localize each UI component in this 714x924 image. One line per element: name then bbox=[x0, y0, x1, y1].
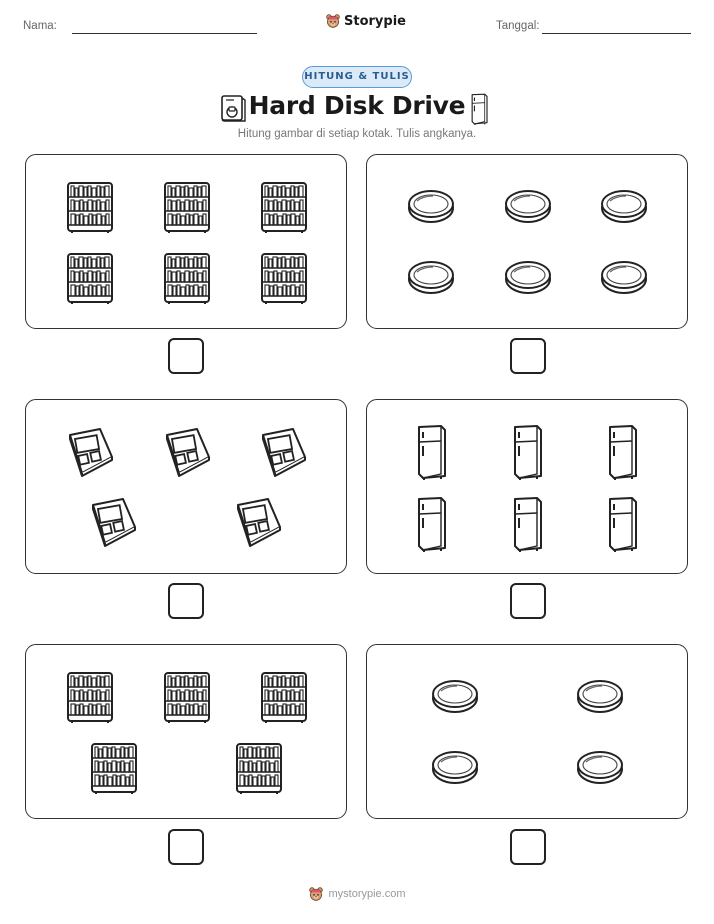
bear-logo-icon bbox=[325, 13, 341, 29]
disc-icon bbox=[600, 259, 648, 295]
refrigerator-icon bbox=[602, 496, 642, 552]
bookshelf-icon bbox=[260, 181, 308, 233]
bookshelf-icon bbox=[163, 252, 211, 304]
answer-box[interactable] bbox=[168, 829, 204, 865]
book-icon bbox=[163, 427, 213, 477]
bookshelf-icon bbox=[163, 181, 211, 233]
bookshelf-icon bbox=[235, 742, 283, 794]
date-line bbox=[542, 33, 691, 34]
bookshelf-icon bbox=[90, 742, 138, 794]
answer-box[interactable] bbox=[168, 338, 204, 374]
refrigerator-icon bbox=[602, 424, 642, 480]
category-badge: HITUNG & TULIS bbox=[302, 66, 412, 88]
bookshelf-icon bbox=[66, 671, 114, 723]
instruction-text: Hitung gambar di setiap kotak. Tulis angkanya. bbox=[237, 128, 477, 140]
disc-icon bbox=[431, 749, 479, 785]
count-box-discs bbox=[366, 154, 688, 329]
disc-icon bbox=[576, 749, 624, 785]
book-icon bbox=[234, 497, 284, 547]
name-label: Nama: bbox=[23, 20, 57, 32]
name-line bbox=[72, 33, 257, 34]
disc-icon bbox=[407, 188, 455, 224]
answer-box[interactable] bbox=[510, 583, 546, 619]
bookshelf-icon bbox=[66, 252, 114, 304]
bookshelf-icon bbox=[163, 671, 211, 723]
disc-icon bbox=[431, 678, 479, 714]
bookshelf-icon bbox=[66, 181, 114, 233]
worksheet-header bbox=[0, 0, 714, 50]
count-box-bookshelves bbox=[25, 644, 347, 819]
page-title: Hard Disk Drive bbox=[248, 91, 466, 120]
bookshelf-icon bbox=[260, 671, 308, 723]
refrigerator-icon bbox=[411, 424, 451, 480]
disc-icon bbox=[504, 259, 552, 295]
answer-box[interactable] bbox=[510, 338, 546, 374]
footer bbox=[0, 886, 714, 902]
book-icon bbox=[89, 497, 139, 547]
count-box-bookshelves bbox=[25, 154, 347, 329]
refrigerator-icon bbox=[507, 424, 547, 480]
answer-box[interactable] bbox=[510, 829, 546, 865]
count-box-books bbox=[25, 399, 347, 574]
disc-icon bbox=[504, 188, 552, 224]
brand-name: Storypie bbox=[344, 13, 406, 29]
disc-icon bbox=[576, 678, 624, 714]
refrigerator-icon bbox=[411, 496, 451, 552]
answer-box[interactable] bbox=[168, 583, 204, 619]
brand-logo bbox=[325, 13, 406, 29]
date-label: Tanggal: bbox=[496, 20, 540, 32]
bear-logo-icon bbox=[308, 886, 324, 902]
title-row bbox=[0, 91, 714, 125]
hard-disk-icon bbox=[218, 93, 248, 123]
book-icon bbox=[259, 427, 309, 477]
refrigerator-icon bbox=[467, 93, 491, 125]
footer-site[interactable]: mystorypie.com bbox=[328, 888, 406, 900]
refrigerator-icon bbox=[507, 496, 547, 552]
book-icon bbox=[66, 427, 116, 477]
disc-icon bbox=[407, 259, 455, 295]
bookshelf-icon bbox=[260, 252, 308, 304]
count-box-refrigerators bbox=[366, 399, 688, 574]
count-box-discs bbox=[366, 644, 688, 819]
disc-icon bbox=[600, 188, 648, 224]
